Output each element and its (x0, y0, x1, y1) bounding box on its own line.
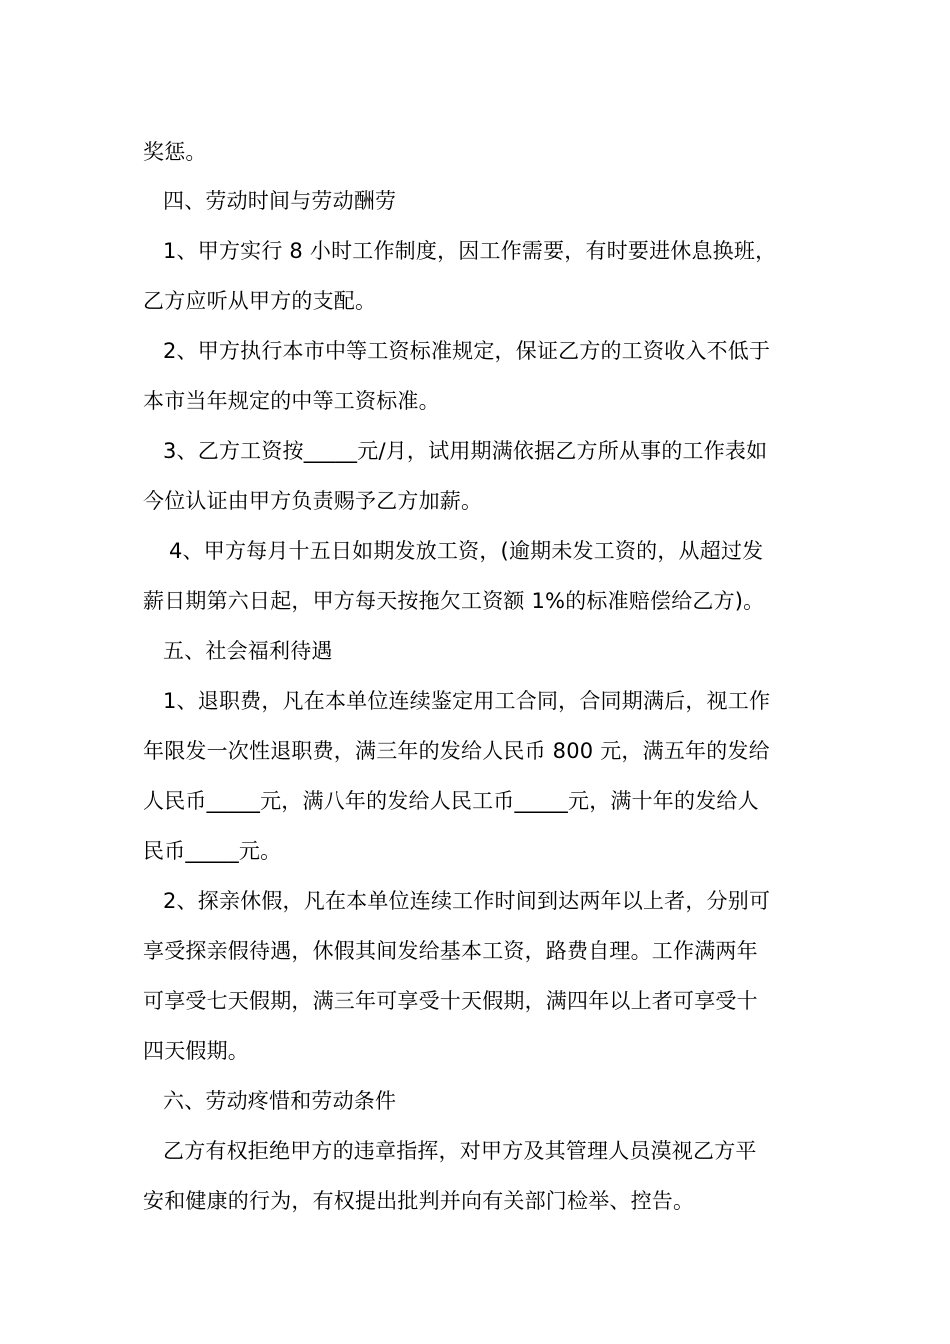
text-line: 可享受七天假期，满三年可享受十天假期，满四年以上者可享受十 (143, 989, 758, 1013)
text-line: 民币_____元。 (143, 839, 282, 863)
text-line: 3、乙方工资按_____元/月，试用期满依据乙方所从事的工作表如 (163, 439, 768, 463)
text-line: 薪日期第六日起，甲方每天按拖欠工资额 1%的标准赔偿给乙方)。 (143, 589, 765, 613)
text-line: 今位认证由甲方负责赐予乙方加薪。 (143, 489, 483, 513)
text-line: 4、甲方每月十五日如期发放工资，(逾期未发工资的，从超过发 (169, 539, 764, 563)
text-line: 2、探亲休假，凡在本单位连续工作时间到达两年以上者，分别可 (163, 889, 771, 913)
text-line: 2、甲方执行本市中等工资标准规定，保证乙方的工资收入不低于 (163, 339, 771, 363)
text-line: 奖惩。 (143, 140, 207, 164)
section-heading: 六、劳动疼惜和劳动条件 (163, 1089, 397, 1113)
text-line: 享受探亲假待遇，休假其间发给基本工资，路费自理。工作满两年 (143, 939, 758, 963)
text-line: 乙方应听从甲方的支配。 (143, 289, 377, 313)
text-line: 人民币_____元，满八年的发给人民工币_____元，满十年的发给人 (143, 789, 759, 813)
text-line: 乙方有权拒绝甲方的违章指挥，对甲方及其管理人员漠视乙方平 (163, 1139, 757, 1163)
text-line: 年限发一次性退职费，满三年的发给人民币 800 元，满五年的发给 (143, 739, 770, 763)
section-heading: 五、社会福利待遇 (163, 639, 333, 663)
text-line: 1、退职费，凡在本单位连续鉴定用工合同，合同期满后，视工作 (163, 689, 771, 713)
text-line: 本市当年规定的中等工资标准。 (143, 389, 440, 413)
text-line: 1、甲方实行 8 小时工作制度，因工作需要，有时要进休息换班， (163, 239, 777, 263)
text-line: 安和健康的行为，有权提出批判并向有关部门检举、控告。 (143, 1189, 695, 1213)
text-line: 四天假期。 (143, 1039, 249, 1063)
section-heading: 四、劳动时间与劳动酬劳 (163, 189, 397, 213)
